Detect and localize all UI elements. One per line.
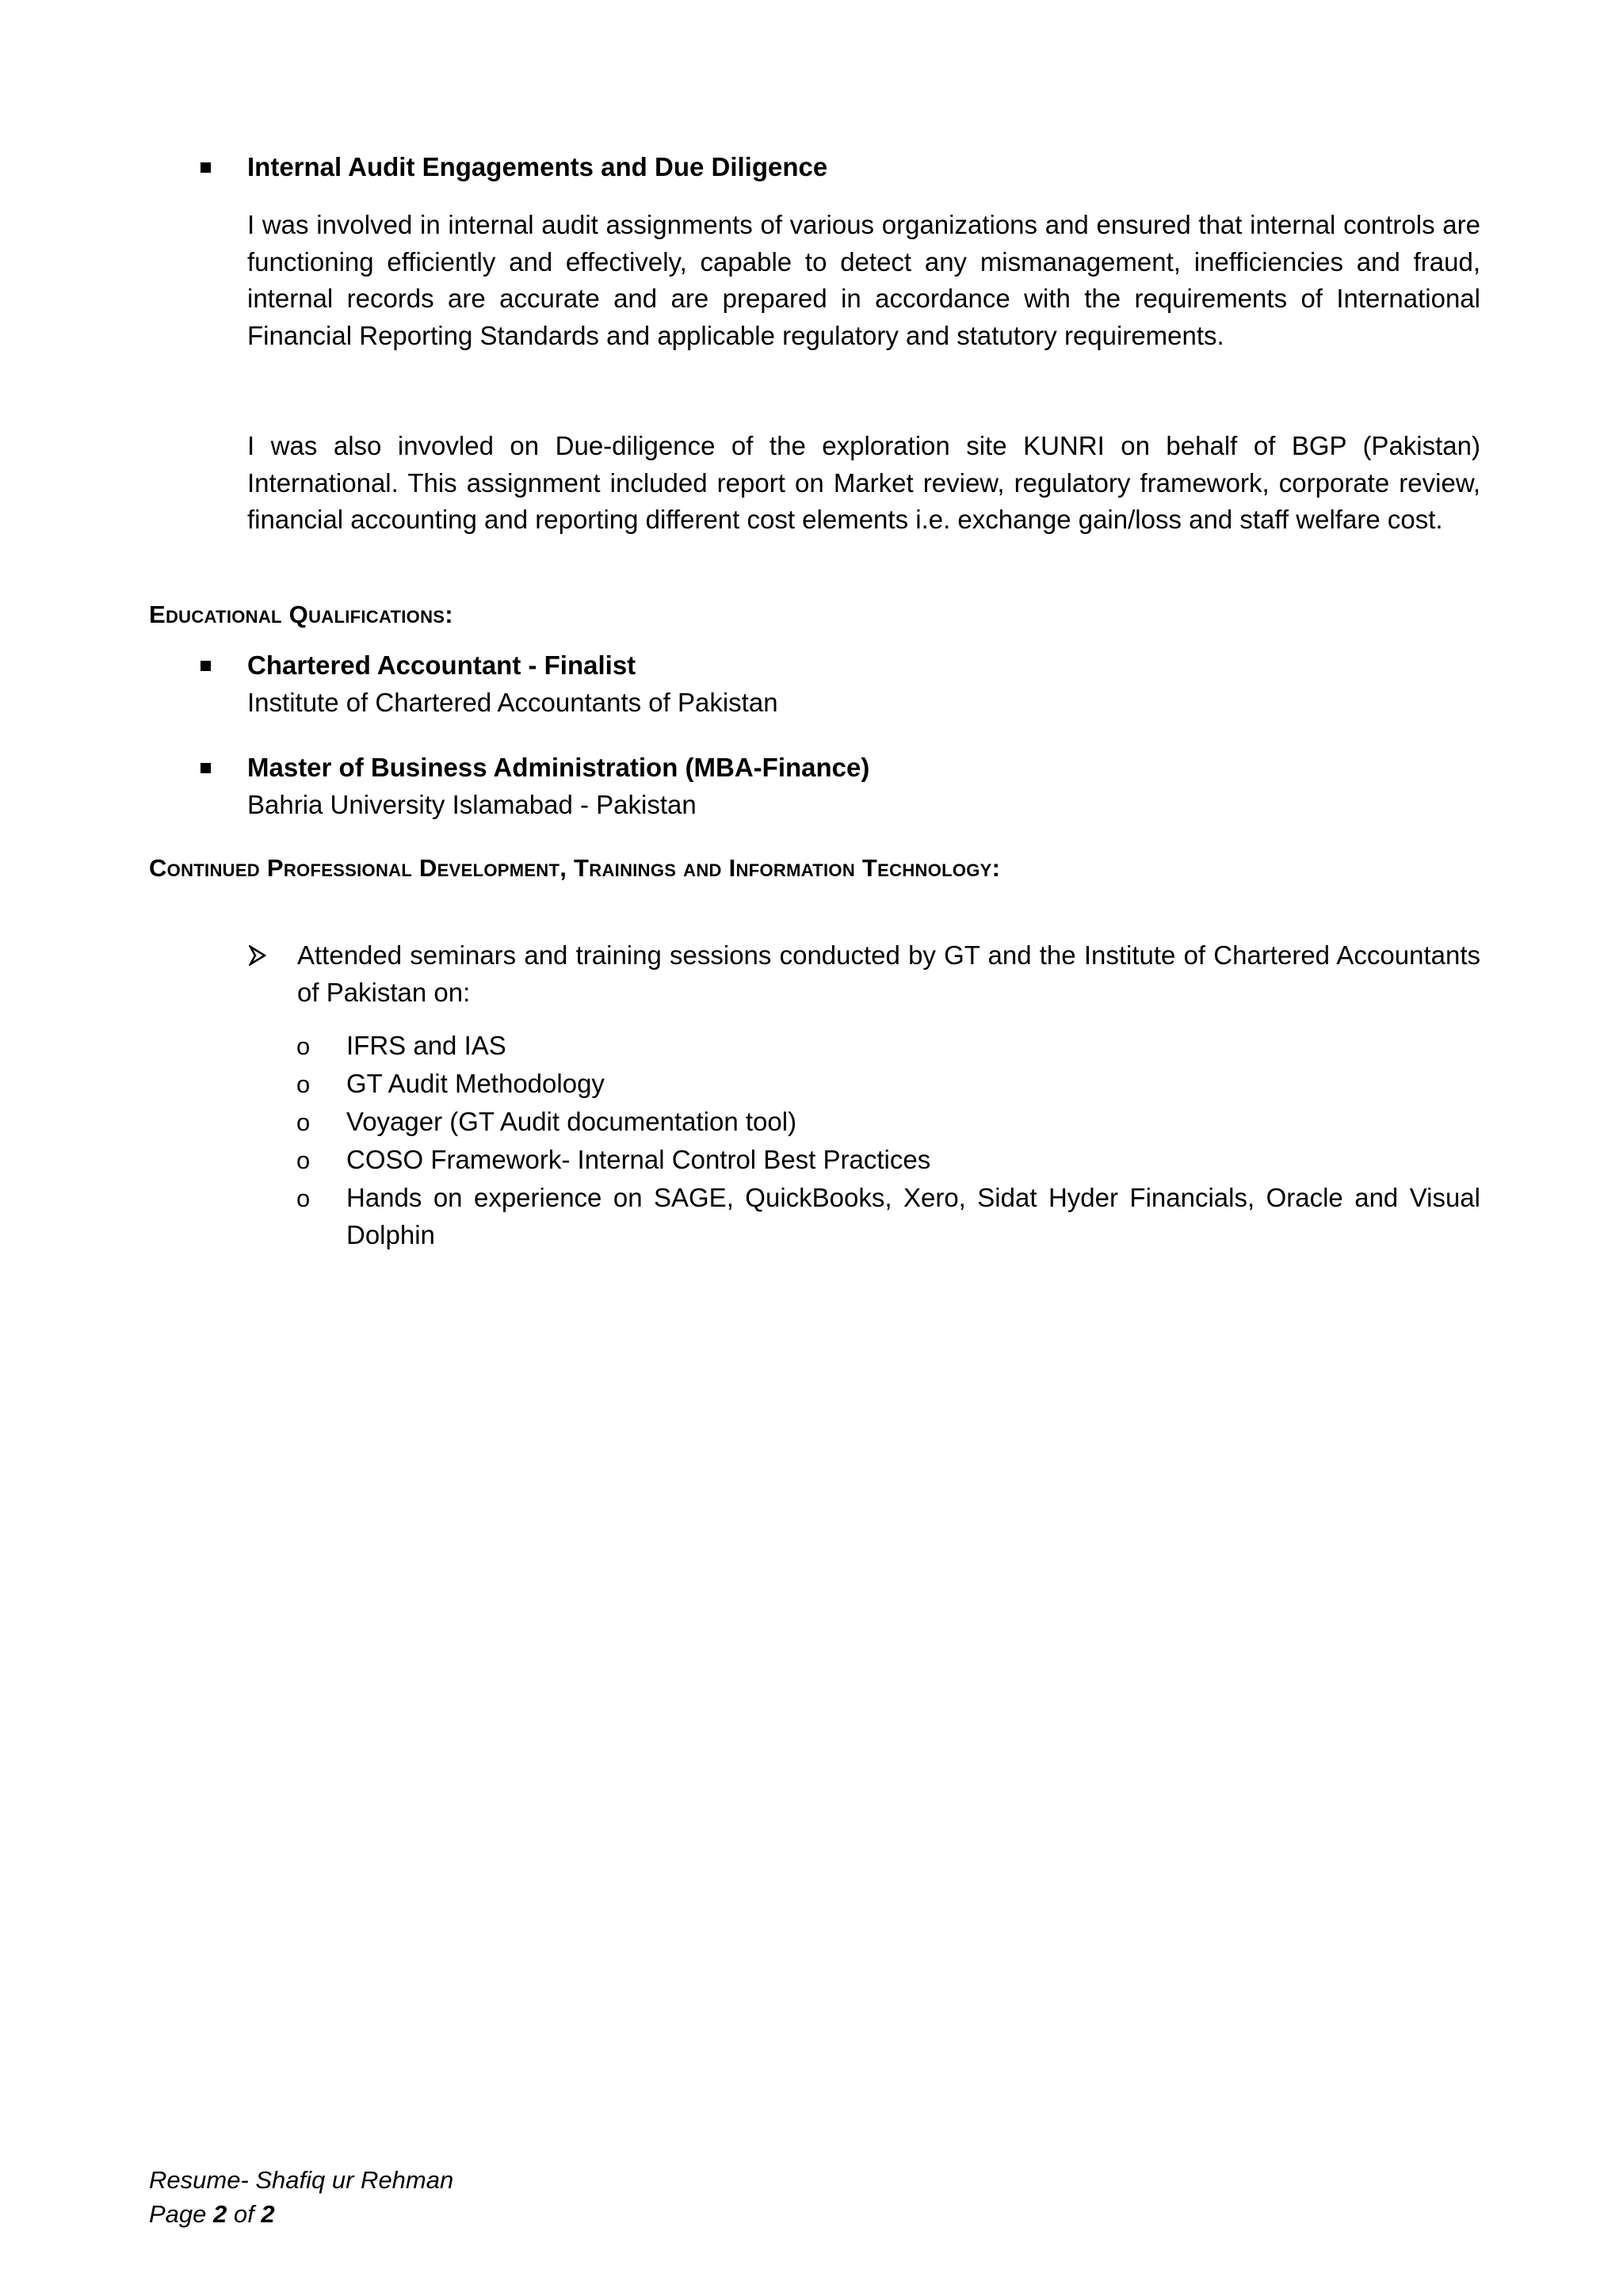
footer-page-word: Page xyxy=(149,2200,207,2228)
circle-bullet-icon: o xyxy=(296,1032,311,1060)
cpd-heading xyxy=(149,854,1000,883)
cpd-list-item: Voyager (GT Audit documentation tool) xyxy=(346,1107,797,1136)
footer-page-current: 2 xyxy=(213,2200,227,2228)
experience-item-title: Internal Audit Engagements and Due Diligence xyxy=(247,152,828,181)
footer-resume-label: Resume- Shafiq ur Rehman xyxy=(149,2166,454,2194)
footer-page-total: 2 xyxy=(261,2200,275,2228)
square-bullet-icon xyxy=(200,763,211,773)
cpd-heading-text: Continued Professional Development, Trainings and Information Technology: xyxy=(149,854,1001,882)
education-item-title: Chartered Accountant - Finalist xyxy=(247,650,636,680)
arrow-bullet-icon xyxy=(249,945,266,966)
cpd-list-item: Hands on experience on SAGE, QuickBooks, Xero, Sidat Hyder Financials, Oracle and Visual Dolphin xyxy=(346,1183,1480,1249)
cpd-list-item: COSO Framework- Internal Control Best Practices xyxy=(346,1145,931,1174)
cpd-intro: Attended seminars and training sessions conducted by GT and the Institute of Chartered Accountants of Pakistan on: xyxy=(297,940,1480,1007)
circle-bullet-icon: o xyxy=(296,1146,311,1174)
experience-paragraph-1: I was involved in internal audit assignments of various organizations and ensured that internal controls are functioning efficiently and effectively, capable to detect any mismanagement, inefficiencies and fraud, internal records are accurate and are prepared in accordance with the requirements of International Financial Reporting Standards and applicable regulatory and statutory requirements. xyxy=(247,210,1480,350)
circle-bullet-icon: o xyxy=(296,1070,311,1098)
square-bullet-icon xyxy=(200,661,211,671)
circle-bullet-icon: o xyxy=(296,1108,311,1136)
footer-page-number xyxy=(149,2197,275,2232)
cpd-list-item: IFRS and IAS xyxy=(346,1031,506,1060)
education-item-institution: Institute of Chartered Accountants of Pakistan xyxy=(247,688,778,717)
education-item-title: Master of Business Administration (MBA-Finance) xyxy=(247,753,870,782)
square-bullet-icon xyxy=(200,162,211,173)
circle-bullet-icon: o xyxy=(296,1184,311,1212)
footer-page-of-word: of xyxy=(233,2200,254,2228)
experience-paragraph-2: I was also invovled on Due-diligence of the exploration site KUNRI on behalf of BGP (Pakistan) International. This assignment included report on Market review, regulatory framework, corporate review, financial accounting and reporting different cost elements i.e. exchange gain/loss and staff welfare cost. xyxy=(247,431,1480,534)
education-item-institution: Bahria University Islamabad - Pakistan xyxy=(247,790,697,819)
education-heading xyxy=(149,601,453,629)
education-heading-text: Educational Qualifications: xyxy=(149,601,453,628)
cpd-list-item: GT Audit Methodology xyxy=(346,1069,605,1098)
